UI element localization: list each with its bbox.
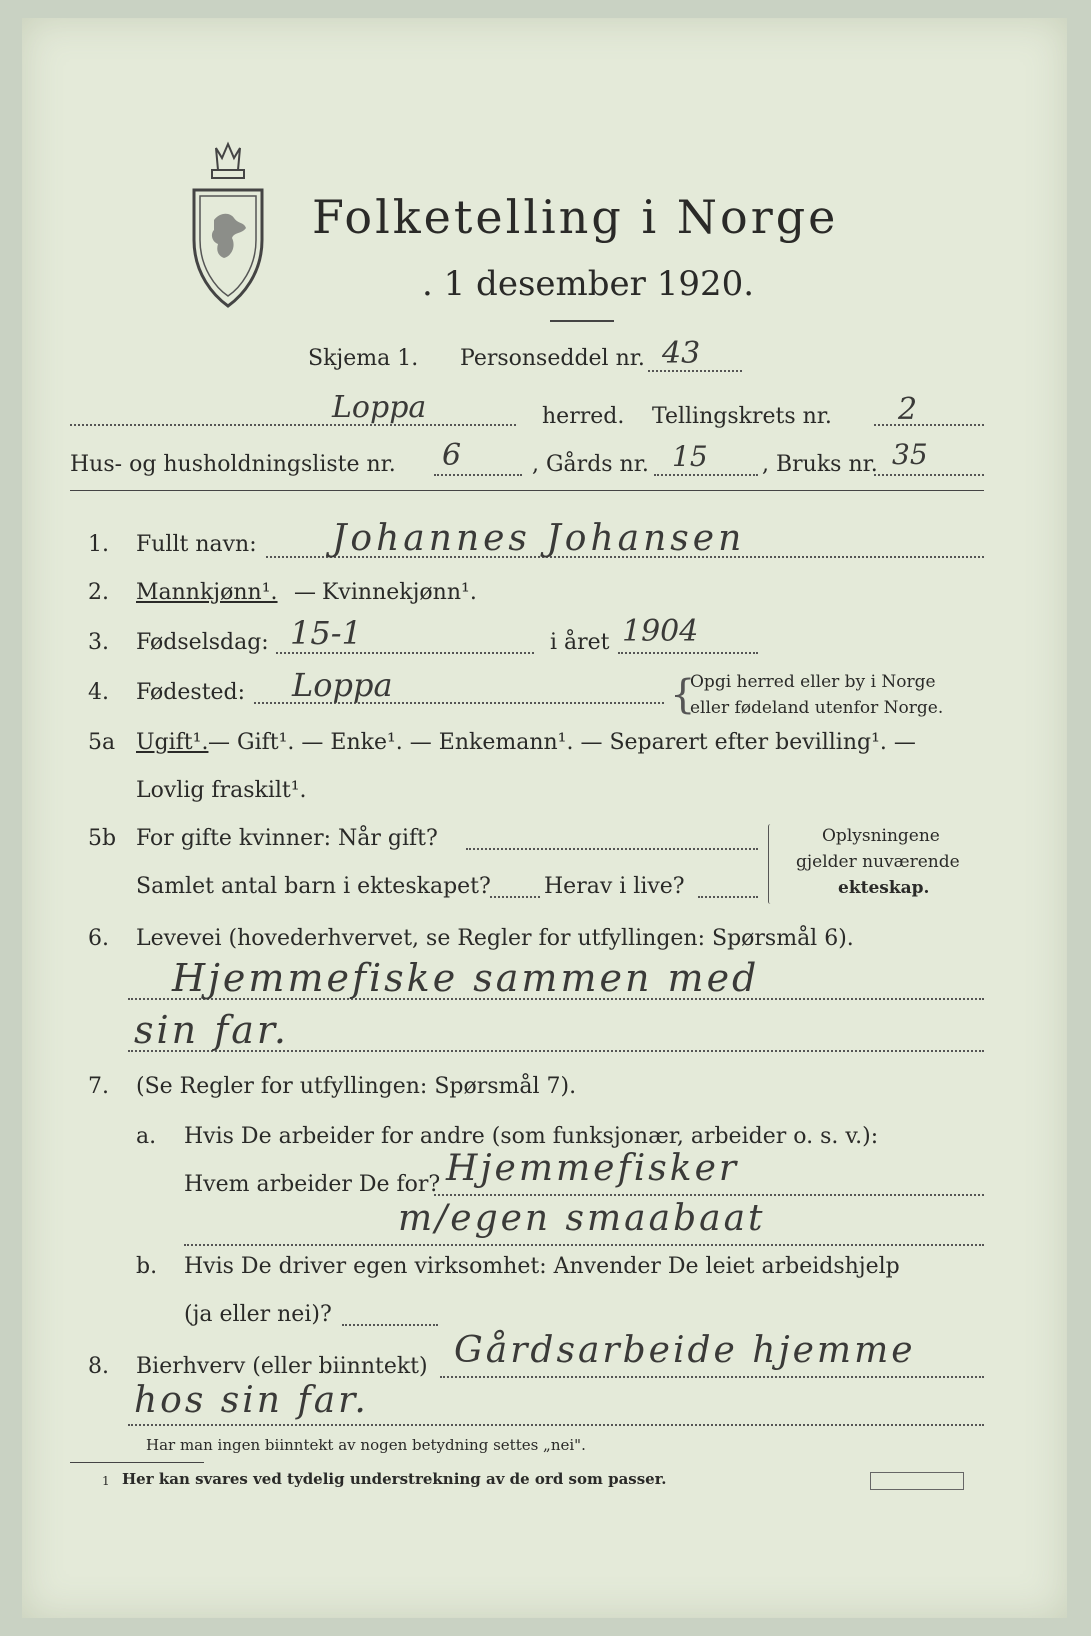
q4-number: 4. — [88, 680, 109, 705]
q3-birth-year: 1904 — [622, 614, 699, 649]
q5b-note-line2: gjelder nuværende — [796, 852, 960, 872]
q7a-employer-line2: m/egen smaabaat — [398, 1198, 766, 1239]
personseddel-value: 43 — [662, 336, 701, 371]
q6-label: Levevei (hovederhvervet, se Regler for utfyllingen: Spørsmål 6). — [136, 926, 854, 951]
q4-note-line1: Opgi herred eller by i Norge — [690, 672, 936, 692]
q5b-note-line1: Oplysningene — [822, 826, 940, 846]
q7a-employer-line1: Hjemmefisker — [446, 1148, 740, 1189]
q1-number: 1. — [88, 532, 109, 557]
q2-female-option: Kvinnekjønn¹. — [322, 580, 477, 605]
q3-year-line — [618, 652, 758, 654]
personseddel-label: Personseddel nr. — [460, 346, 645, 371]
q7-label: (Se Regler for utfyllingen: Spørsmål 7). — [136, 1074, 577, 1099]
q7a-number: a. — [136, 1124, 157, 1149]
q8-note: Har man ingen biinntekt av nogen betydning settes „nei". — [146, 1436, 586, 1454]
q6-occupation-line1: Hjemmefiske sammen med — [172, 956, 760, 1000]
q2-number: 2. — [88, 580, 109, 605]
q8-side-income-line1: Gårdsarbeide hjemme — [454, 1330, 916, 1371]
q7b-number: b. — [136, 1254, 158, 1279]
q8-label: Bierhverv (eller biinntekt) — [136, 1354, 428, 1379]
q8-line2 — [128, 1424, 984, 1426]
herred-label: herred. — [542, 404, 625, 429]
herred-value: Loppa — [332, 390, 427, 425]
form-title: Folketelling i Norge — [312, 190, 839, 244]
q3-number: 3. — [88, 630, 109, 655]
q5b-note-line3: ekteskap. — [838, 878, 930, 898]
husholdning-label: Hus- og husholdningsliste nr. — [70, 452, 396, 477]
q1-label: Fullt navn: — [136, 532, 257, 557]
footnote-divider — [70, 1462, 204, 1463]
q5a-other-options: — Gift¹. — Enke¹. — Enkemann¹. — Separert efter bevilling¹. — — [208, 730, 916, 755]
husholdning-value: 6 — [442, 438, 462, 473]
q3-birth-date: 15-1 — [290, 614, 362, 652]
herred-line — [70, 424, 516, 426]
title-divider — [550, 320, 614, 322]
q4-note-line2: eller fødeland utenfor Norge. — [690, 698, 944, 718]
bruks-value: 35 — [892, 438, 928, 471]
q7a-label: Hvis De arbeider for andre (som funksjonær, arbeider o. s. v.): — [184, 1124, 879, 1149]
q5b-brace — [768, 824, 773, 904]
q5b-alive-label: Herav i live? — [544, 874, 685, 899]
q3-year-label: i året — [550, 630, 610, 655]
q5b-children-line — [490, 896, 540, 898]
q7-number: 7. — [88, 1074, 109, 1099]
q5a-number: 5a — [88, 730, 116, 755]
tellingskrets-label: Tellingskrets nr. — [652, 404, 832, 429]
husholdning-line — [434, 474, 522, 476]
bruks-label: , Bruks nr. — [762, 452, 878, 477]
census-form — [22, 18, 1067, 1618]
footnote-text: Her kan svares ved tydelig understrekning av de ord som passer. — [122, 1470, 667, 1488]
q5b-number: 5b — [88, 826, 117, 851]
printer-stamp — [870, 1472, 964, 1490]
q3-label: Fødselsdag: — [136, 630, 269, 655]
q5a-fraskilt-option: Lovlig fraskilt¹. — [136, 778, 307, 803]
tellingskrets-value: 2 — [898, 392, 918, 427]
q4-brace: { — [670, 672, 696, 718]
q7b-label: Hvis De driver egen virksomhet: Anvender De leiet arbeidshjelp — [184, 1254, 900, 1279]
q8-line1 — [440, 1376, 984, 1378]
q4-birthplace: Loppa — [292, 666, 393, 704]
q8-number: 8. — [88, 1354, 109, 1379]
q5b-alive-line — [698, 896, 758, 898]
q7b-line — [342, 1324, 438, 1326]
q7a-question: Hvem arbeider De for? — [184, 1172, 441, 1197]
q1-full-name: Johannes Johansen — [332, 518, 746, 559]
q4-label: Fødested: — [136, 680, 246, 705]
q5b-children-label: Samlet antal barn i ekteskapet? — [136, 874, 491, 899]
q7a-line2 — [184, 1244, 984, 1246]
q7a-line1 — [434, 1194, 984, 1196]
q5b-married-line — [466, 848, 758, 850]
coat-of-arms-icon — [188, 140, 268, 316]
q8-side-income-line2: hos sin far. — [134, 1380, 369, 1421]
bruks-line — [874, 474, 984, 476]
q6-occupation-line2: sin far. — [134, 1008, 289, 1052]
footnote-number: 1 — [102, 1474, 110, 1488]
q2-separator: — — [294, 580, 316, 605]
tellingskrets-line — [874, 424, 984, 426]
q2-male-option: Mannkjønn¹. — [136, 580, 278, 605]
q3-date-line — [276, 652, 534, 654]
census-date: . 1 desember 1920. — [422, 264, 755, 304]
gards-value: 15 — [672, 440, 708, 473]
header-divider — [70, 490, 984, 491]
gards-label: , Gårds nr. — [532, 452, 649, 477]
gards-line — [654, 474, 758, 476]
q5a-ugift-option: Ugift¹. — [136, 730, 209, 755]
q5b-married-when: For gifte kvinner: Når gift? — [136, 826, 438, 851]
q7b-question: (ja eller nei)? — [184, 1302, 332, 1327]
q6-number: 6. — [88, 926, 109, 951]
schema-label: Skjema 1. — [308, 346, 419, 371]
